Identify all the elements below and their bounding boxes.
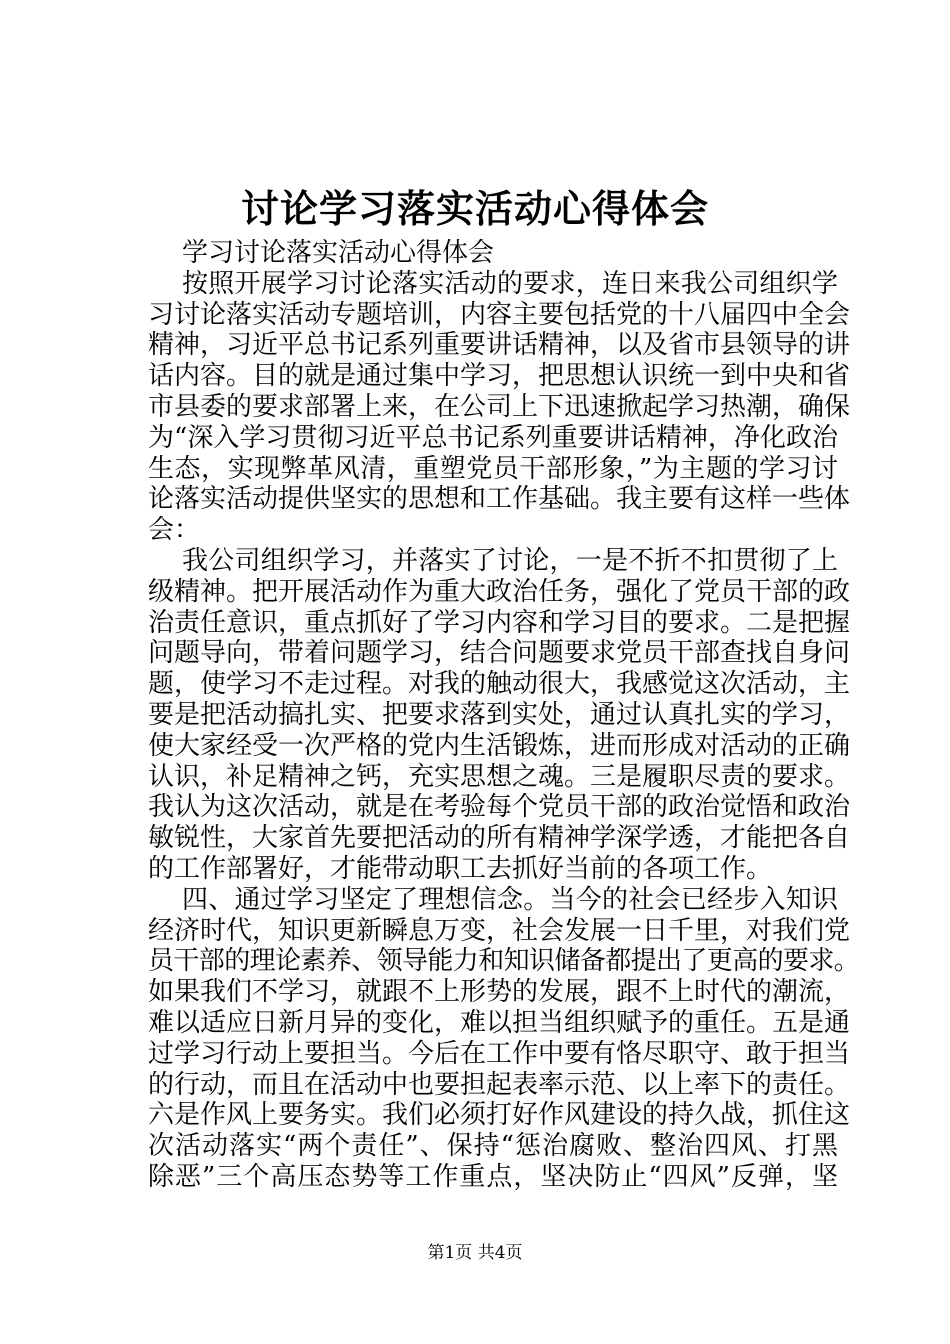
text-line: 我公司组织学习，并落实了讨论，一是不折不扣贯彻了上 <box>182 545 838 576</box>
text-line: 如果我们不学习，就跟不上形势的发展，跟不上时代的潮流， <box>148 977 851 1008</box>
text-line: 问题导向，带着问题学习，结合问题要求党员干部查找自身问 <box>148 638 851 669</box>
text-line: 的工作部署好，才能带动职工去抓好当前的各项工作。 <box>148 853 773 884</box>
text-line: 市县委的要求部署上来，在公司上下迅速掀起学习热潮，确保 <box>148 391 851 422</box>
text-line: 会： <box>148 515 201 546</box>
text-line: 要是把活动搞扎实、把要求落到实处，通过认真扎实的学习， <box>148 699 851 730</box>
text-line: 使大家经受一次严格的党内生活锻炼，进而形成对活动的正确 <box>148 730 851 761</box>
text-line: 论落实活动提供坚实的思想和工作基础。我主要有这样一些体 <box>148 484 851 515</box>
text-line: 认识，补足精神之钙，充实思想之魂。三是履职尽责的要求。 <box>148 761 851 792</box>
text-line: 六是作风上要务实。我们必须打好作风建设的持久战，抓住这 <box>148 1100 851 1131</box>
text-line: 学习讨论落实活动心得体会 <box>182 238 495 268</box>
text-line: 生态，实现弊革风清，重塑党员干部形象，”为主题的学习讨 <box>148 453 838 484</box>
text-line: 次活动落实“两个责任”、保持“惩治腐败、整治四风、打黑 <box>148 1131 838 1162</box>
text-line: 过学习行动上要担当。今后在工作中要有恪尽职守、敢于担当 <box>148 1038 851 1069</box>
text-line: 除恶”三个高压态势等工作重点，坚决防止“四风”反弹，坚 <box>148 1161 838 1192</box>
page-number-footer: 第1页 共4页 <box>427 1243 523 1263</box>
document-body <box>148 238 860 1193</box>
text-line: 经济时代，知识更新瞬息万变，社会发展一日千里，对我们党 <box>148 915 851 946</box>
text-line: 员干部的理论素养、领导能力和知识储备都提出了更高的要求。 <box>148 946 860 977</box>
text-line: 四、通过学习坚定了理想信念。当今的社会已经步入知识 <box>182 884 838 915</box>
text-line: 级精神。把开展活动作为重大政治任务，强化了党员干部的政 <box>148 576 851 607</box>
text-line: 为“深入学习贯彻习近平总书记系列重要讲话精神，净化政治 <box>148 422 838 453</box>
text-line: 难以适应日新月异的变化，难以担当组织赋予的重任。五是通 <box>148 1007 851 1038</box>
text-line: 话内容。目的就是通过集中学习，把思想认识统一到中央和省 <box>148 361 851 392</box>
text-line: 精神，习近平总书记系列重要讲话精神，以及省市县领导的讲 <box>148 330 851 361</box>
text-line: 的行动，而且在活动中也要担起表率示范、以上率下的责任。 <box>148 1069 851 1100</box>
text-line: 习讨论落实活动专题培训，内容主要包括党的十八届四中全会 <box>148 299 851 330</box>
text-line: 治责任意识，重点抓好了学习内容和学习目的要求。二是把握 <box>148 607 851 638</box>
text-line: 题，使学习不走过程。对我的触动很大，我感觉这次活动，主 <box>148 669 851 700</box>
text-line: 我认为这次活动，就是在考验每个党员干部的政治觉悟和政治 <box>148 792 851 823</box>
text-line: 按照开展学习讨论落实活动的要求，连日来我公司组织学 <box>182 268 838 299</box>
text-line: 敏锐性，大家首先要把活动的所有精神学深学透，才能把各自 <box>148 823 851 854</box>
document-title: 讨论学习落实活动心得体会 <box>240 186 709 231</box>
